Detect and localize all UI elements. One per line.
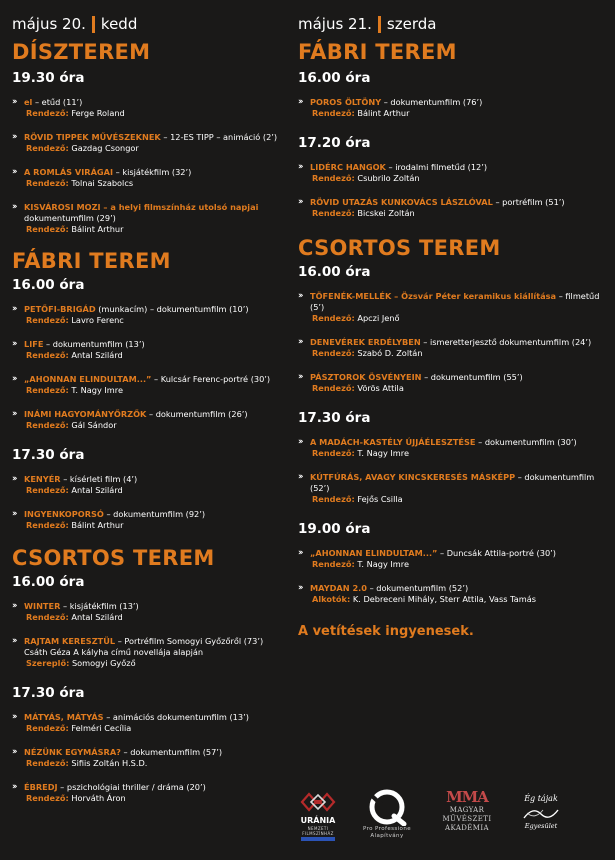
film-title-line bbox=[310, 472, 608, 494]
film-description: – dokumentumfilm (30’) bbox=[475, 437, 577, 447]
day-separator bbox=[378, 16, 381, 33]
film-title: RÖVID TIPPEK MŰVÉSZEKNEK bbox=[24, 132, 161, 142]
film-description: – dokumentumfilm (52’) bbox=[310, 472, 595, 493]
film-entry bbox=[298, 162, 608, 184]
film-title-line bbox=[310, 437, 608, 448]
film-entry bbox=[12, 601, 297, 623]
room-heading: FÁBRI TEREM bbox=[298, 40, 457, 64]
film-title: LIFE bbox=[24, 339, 44, 349]
credit-label: Rendező: bbox=[312, 313, 355, 323]
time-block bbox=[298, 410, 608, 505]
film-title-line bbox=[24, 167, 297, 178]
pro-professione-line2: Alapítvány bbox=[370, 833, 404, 839]
credit-name: Apczi Jenő bbox=[354, 313, 400, 323]
film-description: – dokumentumfilm (76’) bbox=[381, 97, 483, 107]
time-slot: 16.00 óra bbox=[298, 264, 371, 280]
film-description: – Kulcsár Ferenc-portré (30’) bbox=[151, 374, 271, 384]
egtajak-swirl-icon bbox=[521, 804, 561, 822]
mma-line1: MAGYAR bbox=[449, 806, 485, 814]
credit-label: Rendező: bbox=[26, 108, 69, 118]
chevron-right-icon: ›› bbox=[12, 509, 16, 519]
film-title-line bbox=[24, 474, 297, 485]
film-description: – dokumentumfilm (55’) bbox=[421, 372, 523, 382]
film-description: – portréfilm (51’) bbox=[492, 197, 565, 207]
urania-emblem-icon bbox=[300, 788, 336, 816]
credit-label: Rendező: bbox=[26, 485, 69, 495]
mma-line3: AKADÉMIA bbox=[445, 824, 489, 832]
chevron-right-icon: ›› bbox=[12, 636, 16, 646]
time-slot: 17.20 óra bbox=[298, 135, 371, 151]
chevron-right-icon: ›› bbox=[298, 291, 302, 301]
credit-line bbox=[310, 494, 608, 505]
credit-name: Vörös Attila bbox=[354, 383, 404, 393]
credit-name: Antal Szilárd bbox=[68, 350, 123, 360]
film-title: A ROMLÁS VIRÁGAI bbox=[24, 167, 114, 177]
film-title-line bbox=[24, 132, 297, 143]
film-description: – ismeretterjesztő dokumentumfilm (24’) bbox=[420, 337, 592, 347]
credit-line bbox=[24, 520, 297, 531]
film-entry bbox=[298, 548, 608, 570]
credit-name: Tolnai Szabolcs bbox=[68, 178, 134, 188]
time-block bbox=[298, 70, 608, 119]
time-block bbox=[12, 447, 297, 531]
chevron-right-icon: ›› bbox=[12, 167, 16, 177]
credit-name: Somogyi Győző bbox=[69, 658, 136, 668]
egtajak-line2: Egyesület bbox=[524, 822, 558, 830]
time-block bbox=[12, 277, 297, 431]
film-description: – dokumentumfilm (26’) bbox=[146, 409, 248, 419]
film-title: A MADÁCH-KASTÉLY ÚJJÁÉLESZTÉSE bbox=[310, 437, 476, 447]
film-entry bbox=[12, 409, 297, 431]
credit-label: Rendező: bbox=[26, 350, 69, 360]
chevron-right-icon: ›› bbox=[298, 583, 302, 593]
credit-line bbox=[310, 594, 608, 605]
day-column-may-21 bbox=[298, 0, 608, 605]
credit-label: Rendező: bbox=[26, 315, 69, 325]
credit-label: Rendező: bbox=[312, 559, 355, 569]
film-title-line bbox=[24, 374, 297, 385]
chevron-right-icon: ›› bbox=[298, 372, 302, 382]
time-slot: 16.00 óra bbox=[298, 70, 371, 86]
film-title-line bbox=[310, 291, 608, 313]
time-slot: 16.00 óra bbox=[12, 277, 85, 293]
credit-name: T. Nagy Imre bbox=[68, 385, 124, 395]
pro-professione-logo bbox=[359, 788, 415, 840]
film-description: – dokumentumfilm (57’) bbox=[120, 747, 223, 757]
chevron-right-icon: ›› bbox=[12, 782, 16, 792]
credit-label: Rendező: bbox=[26, 723, 69, 733]
film-title: DENEVÉREK ERDÉLYBEN bbox=[310, 337, 421, 347]
chevron-right-icon: ›› bbox=[298, 548, 302, 558]
credit-name: T. Nagy Imre bbox=[354, 448, 410, 458]
film-title-line bbox=[24, 409, 297, 420]
film-title: INÁMI HAGYOMÁNYŐRZŐK bbox=[24, 409, 147, 419]
day-weekday: szerda bbox=[386, 15, 437, 33]
film-title-line bbox=[24, 509, 297, 520]
film-title-line bbox=[310, 372, 608, 383]
credit-label: Rendező: bbox=[312, 383, 355, 393]
film-title: MÁTYÁS, MÁTYÁS bbox=[24, 712, 104, 722]
film-entry bbox=[12, 132, 297, 154]
credit-label: Rendező: bbox=[26, 520, 69, 530]
film-description: – kísérleti film (4’) bbox=[60, 474, 138, 484]
time-slot: 19.30 óra bbox=[12, 70, 85, 86]
urania-logo bbox=[293, 788, 343, 841]
credit-name: Ferge Roland bbox=[68, 108, 125, 118]
film-title: POROS ÖLTÖNY bbox=[310, 97, 382, 107]
credit-label: Rendező: bbox=[312, 173, 355, 183]
time-block bbox=[298, 521, 608, 605]
chevron-right-icon: ›› bbox=[298, 97, 302, 107]
credit-name: Bálint Arthur bbox=[68, 224, 124, 234]
credit-line bbox=[24, 385, 297, 396]
film-title-line bbox=[24, 636, 297, 647]
film-description: – pszichológiai thriller / dráma (20’) bbox=[57, 782, 206, 792]
film-title: TÖFENÉK-MELLÉK – Özsvár Péter keramikus kiállítása bbox=[310, 291, 557, 301]
film-note: dokumentumfilm (29’) bbox=[24, 213, 116, 223]
credit-line bbox=[310, 108, 608, 119]
film-entry bbox=[12, 304, 297, 326]
film-entry bbox=[298, 583, 608, 605]
credit-line bbox=[24, 178, 297, 189]
film-description: – filmetűd (5’) bbox=[310, 291, 600, 312]
film-description: – kisjátékfilm (13’) bbox=[60, 601, 139, 611]
day-weekday: kedd bbox=[100, 15, 138, 33]
credit-name: Bicskei Zoltán bbox=[354, 208, 415, 218]
film-title-line bbox=[24, 202, 297, 213]
mma-line2: MŰVÉSZETI bbox=[442, 815, 492, 823]
credit-name: Antal Szilárd bbox=[68, 485, 123, 495]
film-title-line bbox=[310, 337, 608, 348]
time-block bbox=[12, 70, 297, 235]
chevron-right-icon: ›› bbox=[298, 337, 302, 347]
day-date: május 21. bbox=[298, 15, 372, 33]
credit-label: Rendező: bbox=[26, 224, 69, 234]
urania-name: URÁNIA bbox=[300, 816, 336, 825]
credit-label: Rendező: bbox=[26, 758, 69, 768]
urania-flag-bar bbox=[301, 837, 335, 841]
chevron-right-icon: ›› bbox=[12, 409, 16, 419]
film-entry bbox=[298, 291, 608, 324]
time-slot: 17.30 óra bbox=[298, 410, 371, 426]
credit-line bbox=[24, 350, 297, 361]
free-admission-note: A vetítések ingyenesek. bbox=[298, 624, 474, 639]
film-title: „AHONNAN ELINDULTAM...” bbox=[24, 374, 152, 384]
film-entry bbox=[298, 97, 608, 119]
chevron-right-icon: ›› bbox=[12, 712, 16, 722]
credit-name: Szabó D. Zoltán bbox=[354, 348, 423, 358]
credit-line bbox=[310, 173, 608, 184]
day-header bbox=[12, 15, 297, 33]
time-block bbox=[298, 264, 608, 394]
credit-line bbox=[24, 723, 297, 734]
film-description: – etűd (11’) bbox=[32, 97, 83, 107]
credit-label: Rendező: bbox=[26, 420, 69, 430]
day-date: május 20. bbox=[12, 15, 86, 33]
credit-line bbox=[24, 793, 297, 804]
credit-line bbox=[24, 658, 297, 669]
time-slot: 17.30 óra bbox=[12, 685, 85, 701]
credit-line bbox=[310, 383, 608, 394]
film-description: – Portréfilm Somogyi Győzőről (73’) bbox=[115, 636, 264, 646]
film-entry bbox=[298, 372, 608, 394]
chevron-right-icon: ›› bbox=[298, 197, 302, 207]
credit-label: Rendező: bbox=[26, 143, 69, 153]
film-title-line bbox=[24, 782, 297, 793]
credit-name: K. Debreceni Mihály, Sterr Attila, Vass Tamás bbox=[350, 594, 536, 604]
credit-name: Sifiis Zoltán H.S.D. bbox=[68, 758, 148, 768]
room-heading: FÁBRI TEREM bbox=[12, 249, 171, 273]
day-column-may-20 bbox=[12, 0, 297, 804]
film-entry bbox=[12, 97, 297, 119]
credit-name: Gál Sándor bbox=[68, 420, 117, 430]
credit-line bbox=[310, 448, 608, 459]
credit-line bbox=[310, 559, 608, 570]
credit-label: Rendező: bbox=[26, 793, 69, 803]
credit-line bbox=[310, 313, 608, 324]
credit-label: Rendező: bbox=[312, 448, 355, 458]
urania-sub: NEMZETI FILMSZÍNHÁZ bbox=[302, 826, 334, 836]
film-entry bbox=[12, 339, 297, 361]
chevron-right-icon: ›› bbox=[12, 601, 16, 611]
credit-name: Gazdag Csongor bbox=[68, 143, 139, 153]
day-header bbox=[298, 15, 608, 33]
film-entry bbox=[12, 474, 297, 496]
credit-label: Rendező: bbox=[312, 208, 355, 218]
credit-label: Rendező: bbox=[312, 108, 355, 118]
film-title-line bbox=[24, 97, 297, 108]
time-slot: 19.00 óra bbox=[298, 521, 371, 537]
credit-name: T. Nagy Imre bbox=[354, 559, 410, 569]
film-description: – kisjátékfilm (32’) bbox=[113, 167, 192, 177]
film-title: RAJTAM KERESZTÜL bbox=[24, 636, 116, 646]
time-slot: 17.30 óra bbox=[12, 447, 85, 463]
film-title-line bbox=[24, 339, 297, 350]
film-title: NÉZÜNK EGYMÁSRA? bbox=[24, 747, 121, 757]
credit-line bbox=[24, 420, 297, 431]
film-description: – animációs dokumentumfilm (13’) bbox=[103, 712, 249, 722]
credit-label: Rendező: bbox=[312, 348, 355, 358]
film-title: ÉBREDJ bbox=[24, 782, 58, 792]
credit-name: Fejős Csilla bbox=[354, 494, 403, 504]
film-note: Csáth Géza A kályha című novellája alapján bbox=[24, 647, 204, 657]
time-block bbox=[298, 135, 608, 219]
chevron-right-icon: ›› bbox=[12, 474, 16, 484]
film-title: INGYENKOPORSÓ bbox=[24, 509, 104, 519]
credit-line bbox=[24, 143, 297, 154]
credit-line bbox=[24, 612, 297, 623]
chevron-right-icon: ›› bbox=[298, 472, 302, 482]
chevron-right-icon: ›› bbox=[12, 202, 16, 212]
credit-line bbox=[24, 108, 297, 119]
time-slot: 16.00 óra bbox=[12, 574, 85, 590]
mma-logo bbox=[431, 788, 503, 833]
chevron-right-icon: ›› bbox=[298, 437, 302, 447]
film-title-line bbox=[310, 583, 608, 594]
room-heading: CSORTOS TEREM bbox=[12, 546, 215, 570]
credit-name: Felméri Cecília bbox=[68, 723, 132, 733]
film-title: KENYÉR bbox=[24, 474, 61, 484]
film-description: (munkacím) – dokumentumfilm (10’) bbox=[95, 304, 249, 314]
film-title-line bbox=[24, 747, 297, 758]
chevron-right-icon: ›› bbox=[12, 339, 16, 349]
credit-label: Rendező: bbox=[312, 494, 355, 504]
credit-line bbox=[24, 758, 297, 769]
film-entry bbox=[298, 337, 608, 359]
film-title: LIDÉRC HANGOK bbox=[310, 162, 386, 172]
day-separator bbox=[92, 16, 95, 33]
film-title-line bbox=[24, 712, 297, 723]
credit-name: Antal Szilárd bbox=[68, 612, 123, 622]
film-description: – dokumentumfilm (52’) bbox=[366, 583, 469, 593]
film-entry bbox=[12, 509, 297, 531]
time-block bbox=[12, 574, 297, 669]
credit-label: Rendező: bbox=[26, 178, 69, 188]
chevron-right-icon: ›› bbox=[12, 374, 16, 384]
pro-professione-line1: Pro Professione bbox=[362, 826, 411, 832]
film-title: el bbox=[24, 97, 33, 107]
credit-name: Bálint Arthur bbox=[68, 520, 124, 530]
egtajak-line1: Ég tájak bbox=[524, 794, 558, 803]
film-title-line bbox=[24, 304, 297, 315]
film-description: – irodalmi filmetűd (12’) bbox=[385, 162, 488, 172]
credit-name: Bálint Arthur bbox=[354, 108, 410, 118]
film-title: RÖVID UTAZÁS KUNKOVÁCS LÁSZLÓVAL bbox=[310, 197, 493, 207]
film-entry bbox=[298, 437, 608, 459]
chevron-right-icon: ›› bbox=[12, 97, 16, 107]
film-title-line bbox=[24, 601, 297, 612]
chevron-right-icon: ›› bbox=[12, 132, 16, 142]
room-heading: CSORTOS TEREM bbox=[298, 236, 501, 260]
film-title-line bbox=[310, 548, 608, 559]
credit-label: Alkotók: bbox=[312, 594, 351, 604]
film-title: KÚTFÚRÁS, AVAGY KINCSKERESÉS MÁSKÉPP bbox=[310, 472, 516, 482]
film-description: – 12-ES TIPP – animáció (2’) bbox=[160, 132, 278, 142]
film-title-line bbox=[310, 197, 608, 208]
credit-label: Szereplő: bbox=[26, 658, 70, 668]
chevron-right-icon: ›› bbox=[12, 304, 16, 314]
film-entry bbox=[298, 197, 608, 219]
film-entry bbox=[12, 712, 297, 734]
mma-mark: MMA bbox=[446, 788, 488, 806]
pro-professione-emblem-icon bbox=[364, 788, 410, 826]
film-entry bbox=[298, 472, 608, 505]
chevron-right-icon: ›› bbox=[298, 162, 302, 172]
film-entry bbox=[12, 167, 297, 189]
film-description: – dokumentumfilm (13’) bbox=[43, 339, 145, 349]
credit-line bbox=[24, 224, 297, 235]
film-title: WINTER bbox=[24, 601, 61, 611]
credit-label: Rendező: bbox=[26, 385, 69, 395]
film-entry bbox=[12, 782, 297, 804]
film-description: – Duncsák Attila-portré (30’) bbox=[437, 548, 556, 558]
film-entry bbox=[12, 374, 297, 396]
room-heading: DÍSZTEREM bbox=[12, 40, 151, 64]
film-description: – dokumentumfilm (92’) bbox=[103, 509, 206, 519]
credit-line bbox=[24, 485, 297, 496]
sponsor-logos bbox=[293, 788, 611, 848]
credit-line bbox=[24, 315, 297, 326]
credit-line bbox=[310, 348, 608, 359]
film-title: KISVÁROSI MOZI – a helyi filmszínház utolsó napjai bbox=[24, 202, 259, 212]
credit-name: Lavro Ferenc bbox=[68, 315, 124, 325]
credit-label: Rendező: bbox=[26, 612, 69, 622]
chevron-right-icon: ›› bbox=[12, 747, 16, 757]
film-entry bbox=[12, 747, 297, 769]
film-title-line bbox=[310, 162, 608, 173]
film-title: MAYDAN 2.0 bbox=[310, 583, 367, 593]
film-title-line bbox=[310, 97, 608, 108]
credit-line bbox=[310, 208, 608, 219]
film-title: PÁSZTOROK ÖSVÉNYEIN bbox=[310, 372, 422, 382]
credit-name: Horváth Áron bbox=[68, 793, 126, 803]
egtajak-logo bbox=[505, 794, 577, 830]
film-entry bbox=[12, 202, 297, 235]
film-title: PETŐFI-BRIGÁD bbox=[24, 304, 96, 314]
film-title: „AHONNAN ELINDULTAM...” bbox=[310, 548, 438, 558]
film-entry bbox=[12, 636, 297, 669]
time-block bbox=[12, 685, 297, 804]
credit-name: Csubrilo Zoltán bbox=[354, 173, 420, 183]
